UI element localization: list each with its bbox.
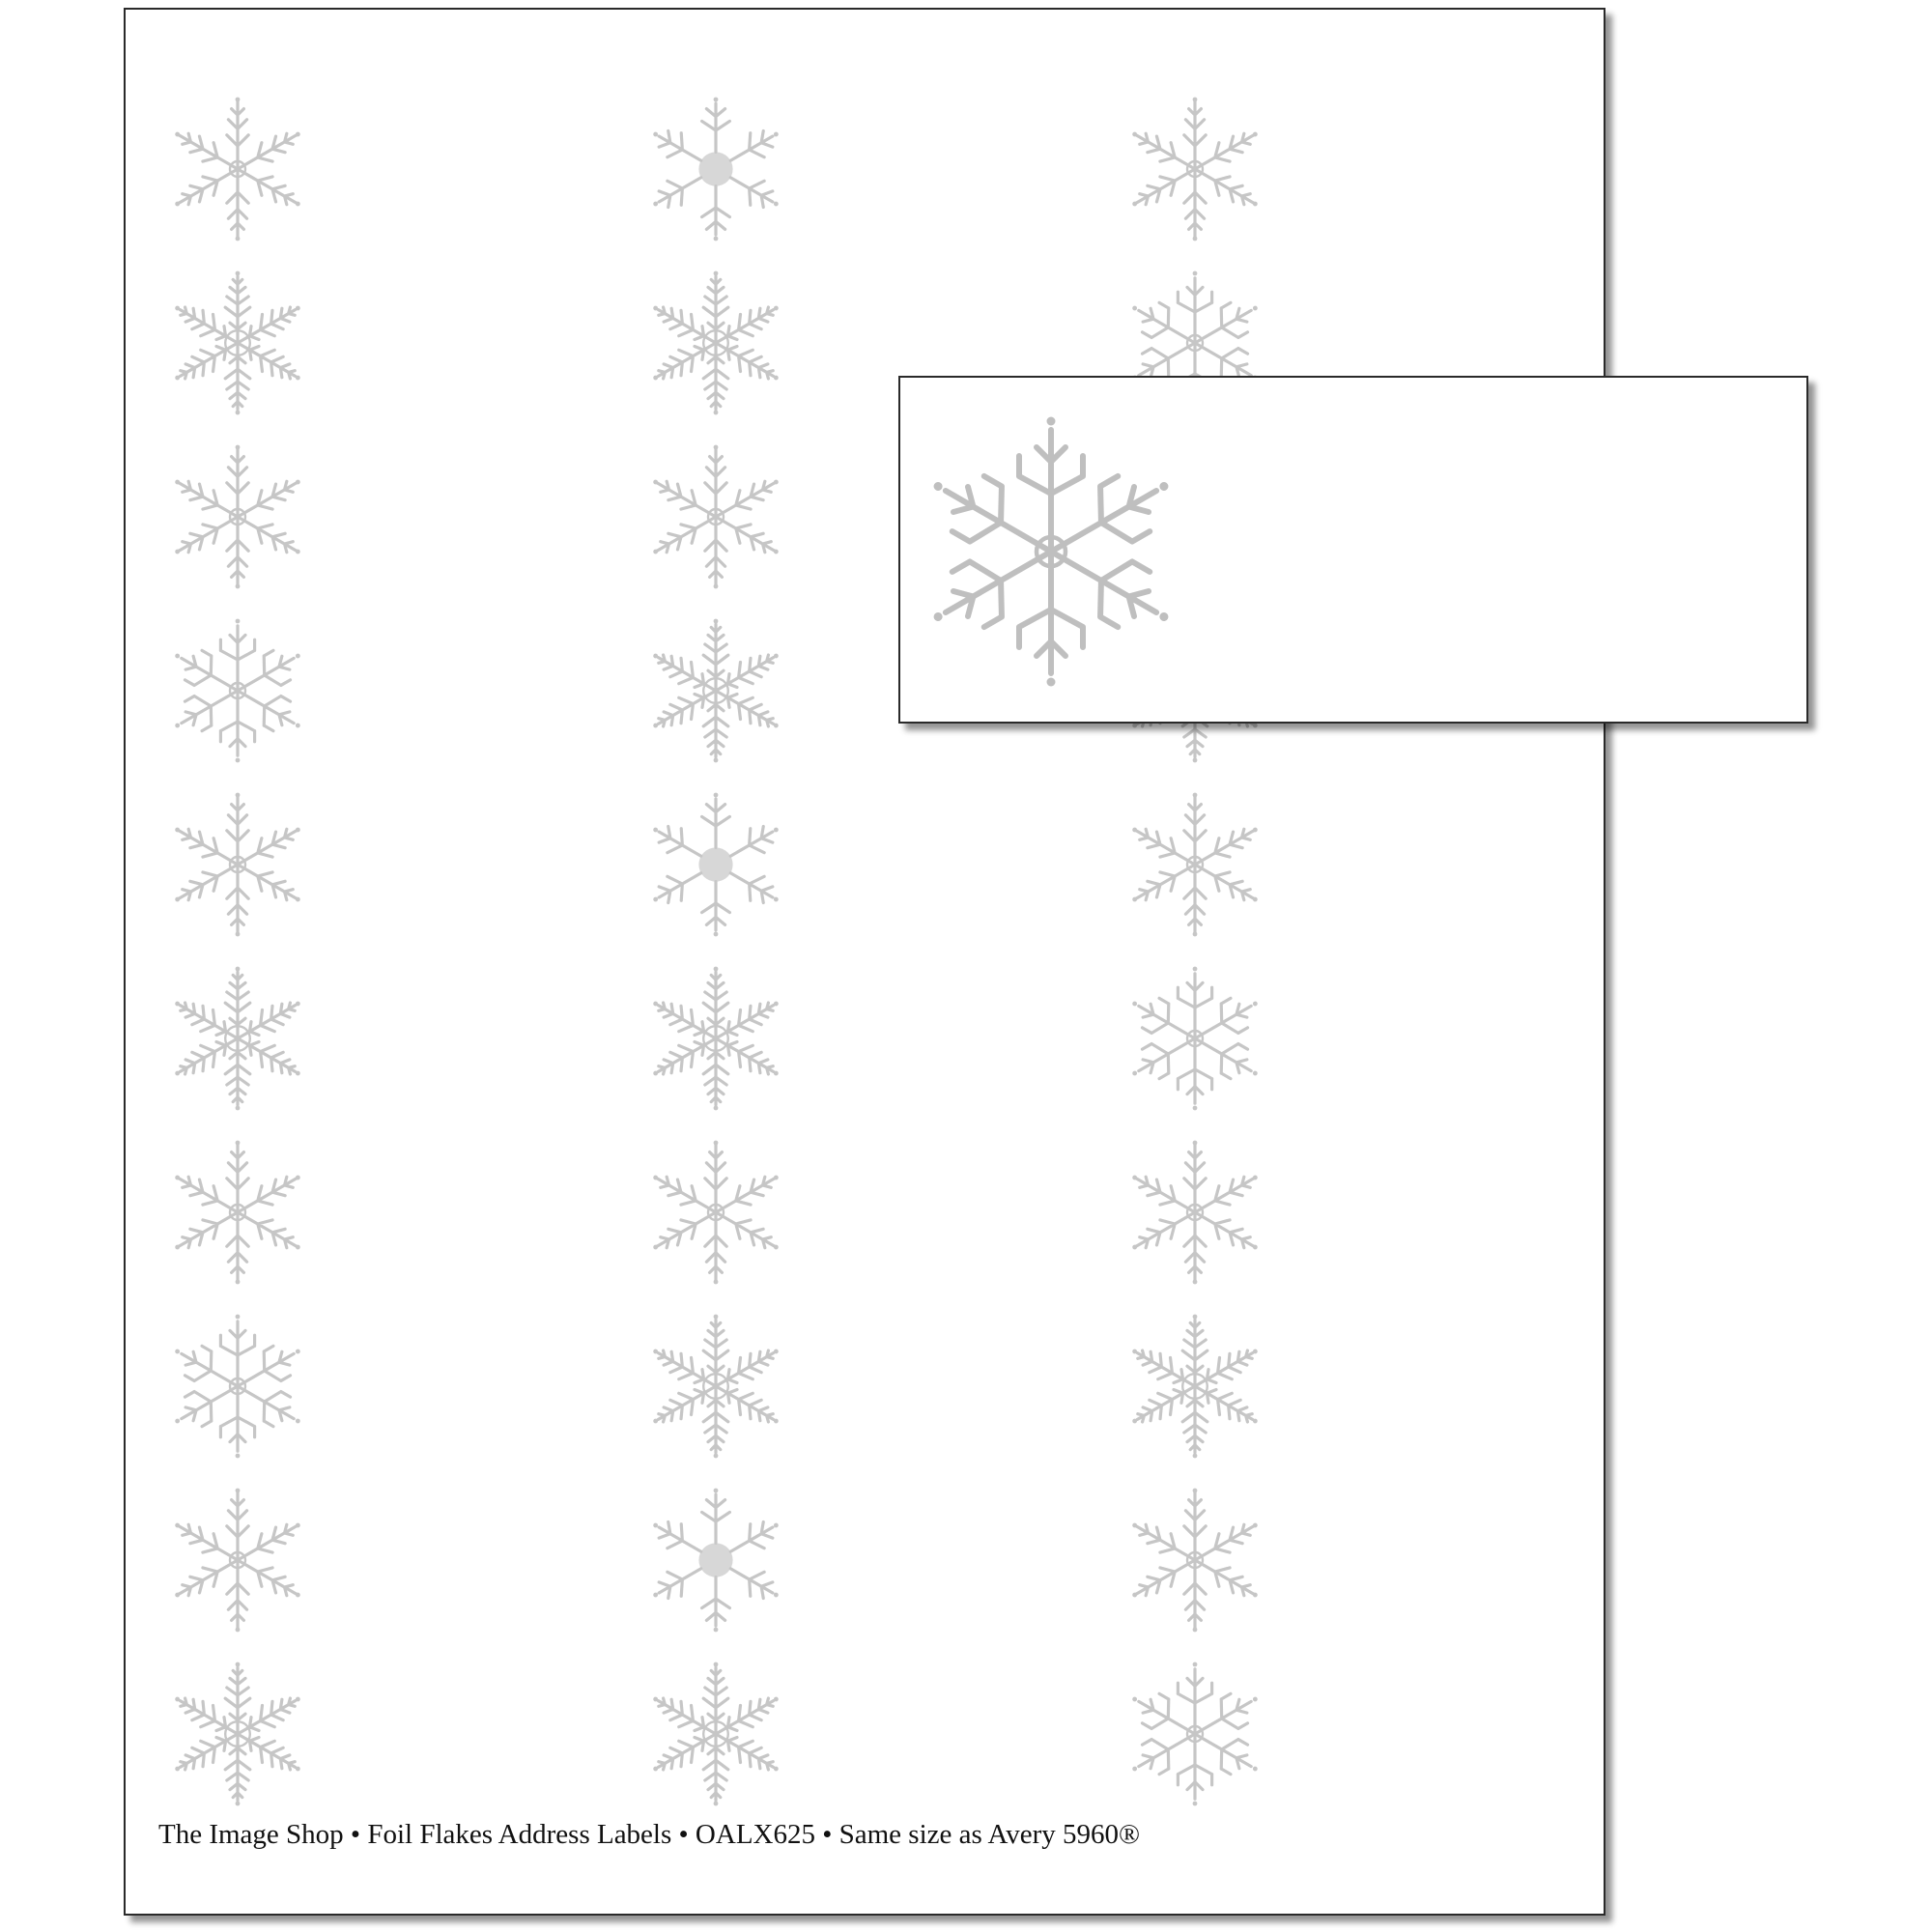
snowflake-icon [639, 1483, 793, 1637]
snowflake-icon [639, 961, 793, 1116]
address-label-preview [898, 376, 1808, 724]
snowflake-icon [639, 1657, 793, 1811]
snowflake-icon [1118, 1135, 1272, 1290]
snowflake-icon [160, 266, 315, 420]
snowflake-icon [639, 1135, 793, 1290]
snowflake-icon [1118, 1309, 1272, 1463]
label-sheet [124, 8, 1605, 1916]
snowflake-icon [639, 92, 793, 246]
snowflake-icon [160, 1135, 315, 1290]
snowflake-icon [160, 92, 315, 246]
snowflake-icon [1118, 961, 1272, 1116]
snowflake-icon [160, 787, 315, 942]
snowflake-icon [1118, 1483, 1272, 1637]
sheet-footer-text: The Image Shop • Foil Flakes Address Labels • OALX625 • Same size as Avery 5960® [158, 1819, 1141, 1850]
snowflake-icon [1118, 92, 1272, 246]
snowflake-icon [639, 266, 793, 420]
snowflake-icon [1118, 1657, 1272, 1811]
snowflake-icon [639, 1309, 793, 1463]
snowflake-icon [160, 1483, 315, 1637]
snowflake-icon [160, 1657, 315, 1811]
snowflake-icon [160, 440, 315, 594]
snowflake-icon [160, 1309, 315, 1463]
snowflake-icon [160, 613, 315, 768]
snowflake-icon [639, 787, 793, 942]
snowflake-icon [1118, 787, 1272, 942]
snowflake-icon [906, 407, 1196, 696]
snowflake-icon [160, 961, 315, 1116]
snowflake-grid [126, 10, 1604, 1914]
snowflake-icon [639, 440, 793, 594]
snowflake-icon [639, 613, 793, 768]
